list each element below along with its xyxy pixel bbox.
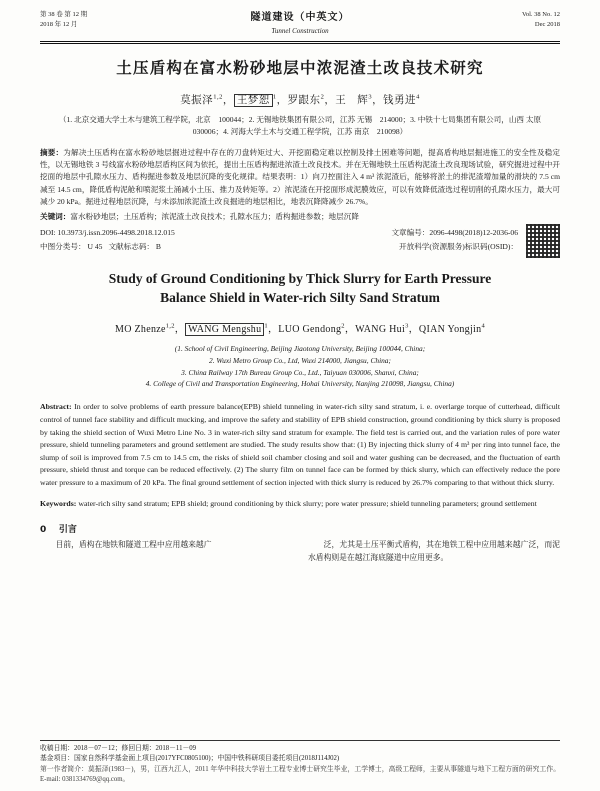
author-cn-3: ，罗跟东 bbox=[276, 95, 321, 107]
author-en-3: ，LUO Gendong bbox=[267, 323, 342, 335]
section-heading bbox=[40, 522, 560, 535]
body-columns bbox=[40, 539, 560, 564]
metadata-block bbox=[40, 226, 560, 253]
doc-type-label: 文献标志码： bbox=[108, 241, 155, 251]
author-cn-2-boxed: 王梦恕 bbox=[234, 94, 273, 107]
issue-date-cn: 2018 年 12 月 bbox=[40, 20, 78, 28]
runhead-center bbox=[160, 10, 440, 37]
body-paragraph-right: 泛，尤其是土压平衡式盾构，其在地铁工程中应用越来越广泛，而泥水盾构则是在越江海底隧道中应用更多。 bbox=[308, 540, 560, 562]
received-value: 2018－07－12；修回日期：2018－11－09 bbox=[73, 745, 197, 753]
abstract-cn-label: 摘要： bbox=[40, 147, 64, 157]
doi-cell bbox=[40, 226, 175, 239]
keywords-cn-label: 关键词： bbox=[40, 212, 71, 222]
abstract-cn-text: 为解决土压盾构在富水粉砂地层掘进过程中存在的刀盘转矩过大、开挖面稳定难以控制及排土困难等问题，提高盾构地层掘进施工的安全性及稳定性，以无锡地铁 3 号线富水粉砂地层盾构区间为依托，提出土压盾构掘进浓渣土改良技术。并在无锡地铁土压盾构泥渣土改良现场试验，研究掘进过程中开挖面的地层中孔隙水压力、盾构掘进参数及地层沉降的变化规律。结果表明：1）向刀控面注入 4 m³ 浓泥渣后，能够将淤土的排泥渣增加量的滑块的 7.5 cm 减至 14.5 cm，降低盾构泥舱和喷泥浆土涌减小土压、推力及转矩等。2）浓泥渣在开挖面形成泥膜效应，可以有效降低渣选过程切削的孔隙水压力，最大可减少 20 kPa。掘进过程地层沉降，与未添加浓泥渣土改良掘进的地层相比，地表沉降降减少 26.7%。 bbox=[40, 147, 560, 206]
section-title: 引言 bbox=[58, 525, 77, 536]
affiliation-en-2: 2. Wuxi Metro Group Co., Ltd, Wuxi 214000, Jiangsu, China; bbox=[209, 355, 391, 365]
author-cn-2-sup: 1 bbox=[272, 93, 277, 101]
author-cn-4: ，王 辉 bbox=[324, 95, 369, 107]
volume-issue: 第 38 卷 第 12 期 bbox=[40, 11, 88, 18]
author-list-en: MO Zhenze$^{1,2}$， WANG Mengshu $^1$，LUO Gendong$^2$，WANG Hui$^3$，QIAN Yongjin$^4$ bbox=[115, 322, 485, 335]
journal-title-cn: 隧道建设（中英文） bbox=[250, 12, 350, 23]
author-cn-4-sup: 3 bbox=[368, 93, 373, 101]
doc-type-value: B bbox=[155, 241, 161, 251]
author-en-1: MO Zhenze bbox=[115, 323, 166, 335]
keywords-cn bbox=[40, 211, 560, 223]
author-list-cn: 莫振泽$^{1,2}$， 王梦恕 $^1$，罗跟东$^2$，王 辉$^3$，钱勇进$^4$ bbox=[180, 93, 420, 107]
osid-cell bbox=[167, 240, 518, 253]
author-bio-label: 第一作者简介： bbox=[40, 765, 88, 773]
author-en-2-sup: 1 bbox=[264, 322, 268, 330]
received-label: 收稿日期： bbox=[40, 745, 74, 753]
author-bio-value: 莫振泽(1983－)，男，江西九江人，2011 年华中科技大学岩土工程专业博士研究生毕业，工学博士，高级工程师，主要从事隧道与地下工程方面的研究工作。E-mail: 0381334769@qq.com。 bbox=[40, 765, 560, 783]
body-paragraph-left: 目前，盾构在地铁和隧道工程中应用越来越广 bbox=[55, 540, 212, 550]
doc-type-cell bbox=[108, 240, 161, 253]
footnotes bbox=[40, 740, 560, 785]
footnote-received bbox=[40, 744, 560, 754]
issue-date-en: Dec 2018 bbox=[534, 20, 560, 28]
affiliations-en bbox=[54, 343, 546, 390]
author-cn-5-sup: 4 bbox=[416, 93, 420, 101]
volume-issue-en: Vol. 38 No. 12 bbox=[522, 11, 560, 18]
author-cn-1: 莫振泽 bbox=[180, 95, 214, 107]
page-title-en bbox=[52, 269, 548, 308]
keywords-en-text: water-rich silty sand stratum; EPB shield; ground conditioning by thick slurry; pore water pressure; shield tunneling parameters; ground settlement bbox=[78, 498, 537, 508]
author-en-2-boxed: WANG Mengshu bbox=[185, 323, 264, 336]
affiliation-en-4: 4. College of Civil and Transportation Engineering, Hohai University, Nanjing 210098, Jiangsu, China) bbox=[145, 379, 455, 389]
abstract-en-text: In order to solve problems of earth pressure balance(EPB) shield tunneling in water-rich silty sand stratum, i. e. overlarge torque of cutterhead, difficult control of tunnel face stability and difficult mucking, and improve the safety and stability of EPB shield construction, ground conditioning by thick slurry is proposed by taking the shield section of Wuxi Metro Line No. 3 in water-rich silty sand stratum for example. The field test is carried out, and the variation rules of pore water pressure, shield tunneling parameters and ground settlement are studied. The study results show that: (1) By injecting thick slurry of 4 m³ per ring into tunnel face, the slump of soil is improved from 7.5 cm to 14.5 cm, the risks of shield soil chamber closing and soil and water gushing can be decreased, and the fluctuation of earth pressure, shield thrust and torque can be reduced effectively. (2) The slurry film on tunnel face can be formed by thick slurry, which can effectively reduce the pore water pressure to a maximum of 20 kPa. The final ground settlement of section injected with thick slurry is reduced by 26.7% comparing to that without thick slurry. bbox=[40, 402, 560, 488]
body-column-right bbox=[308, 539, 560, 564]
clc-value: U 45 bbox=[87, 241, 103, 251]
keywords-cn-text: 富水粉砂地层；土压盾构；浓泥渣土改良技术；孔隙水压力；盾构掘进参数；地层沉降 bbox=[70, 212, 359, 222]
page-title-cn: 土压盾构在富水粉砂地层中浓泥渣土改良技术研究 bbox=[116, 59, 484, 78]
clc-cell bbox=[40, 240, 102, 253]
journal-title-en: Tunnel Construction bbox=[271, 27, 329, 35]
abstract-en-label: Abstract: bbox=[40, 402, 72, 412]
running-head bbox=[40, 10, 560, 39]
osid-label: 开放科学(资源服务)标识码(OSID)： bbox=[399, 241, 518, 251]
author-en-4: ，WANG Hui bbox=[344, 323, 406, 335]
footnote-fund bbox=[40, 754, 560, 764]
abstract-en bbox=[40, 401, 560, 489]
footnote-author bbox=[40, 765, 560, 785]
author-en-4-sup: 3 bbox=[405, 322, 409, 330]
affiliation-en-1: (1. School of Civil Engineering, Beijing Jiaotong University, Beijing 100044, China; bbox=[174, 343, 426, 353]
clc-label: 中图分类号： bbox=[40, 241, 86, 251]
keywords-en bbox=[40, 498, 560, 511]
page-title-en-line2: Balance Shield in Water-rich Silty Sand Stratum bbox=[160, 290, 440, 306]
section-number: 0 bbox=[40, 525, 47, 536]
fund-value: 国家自然科学基金面上项目(2017YFC0805100)；中国中铁科研项目委托项目(2018J114J02) bbox=[73, 755, 340, 763]
article-id-value: 2096-4498(2018)12-2036-06 bbox=[429, 228, 518, 238]
affiliations-cn: （1. 北京交通大学土木与建筑工程学院，北京 100044；2. 无锡地铁集团有限公司，江苏 无锡 214000；3. 中铁十七局集团有限公司，山西 太原 030006；4. 河海大学土木与交通工程学院，江苏 南京 210098） bbox=[58, 115, 549, 136]
keywords-en-label: Keywords: bbox=[40, 498, 77, 508]
article-id-label: 文章编号： bbox=[391, 228, 430, 238]
doi-value[interactable]: 10.3973/j.issn.2096-4498.2018.12.015 bbox=[57, 228, 175, 238]
body-column-left bbox=[40, 539, 292, 564]
runhead-right bbox=[440, 10, 560, 30]
author-cn-1-sup: 1,2 bbox=[213, 93, 223, 101]
author-cn-5: ，钱勇进 bbox=[372, 95, 417, 107]
author-en-5-sup: 4 bbox=[481, 322, 485, 330]
article-id-cell bbox=[181, 226, 518, 239]
metadata-row-clc bbox=[40, 240, 560, 253]
osid-qr-code[interactable] bbox=[526, 224, 560, 258]
fund-label: 基金项目： bbox=[40, 755, 74, 763]
author-cn-3-sup: 2 bbox=[320, 93, 325, 101]
footnote-divider bbox=[40, 740, 560, 741]
abstract-cn bbox=[40, 147, 560, 208]
author-en-5: ，QIAN Yongjin bbox=[408, 323, 482, 335]
author-en-3-sup: 2 bbox=[341, 322, 345, 330]
page-title-en-line1: Study of Ground Conditioning by Thick Slurry for Earth Pressure bbox=[108, 270, 492, 286]
runhead-left bbox=[40, 10, 160, 30]
author-en-1-sup: 1,2 bbox=[165, 322, 175, 330]
doi-label: DOI: bbox=[40, 228, 56, 238]
metadata-row-doi bbox=[40, 226, 560, 239]
header-divider bbox=[40, 41, 560, 45]
affiliation-en-3: 3. China Railway 17th Bureau Group Co., Ltd., Taiyuan 030006, Shanxi, China; bbox=[181, 367, 419, 377]
